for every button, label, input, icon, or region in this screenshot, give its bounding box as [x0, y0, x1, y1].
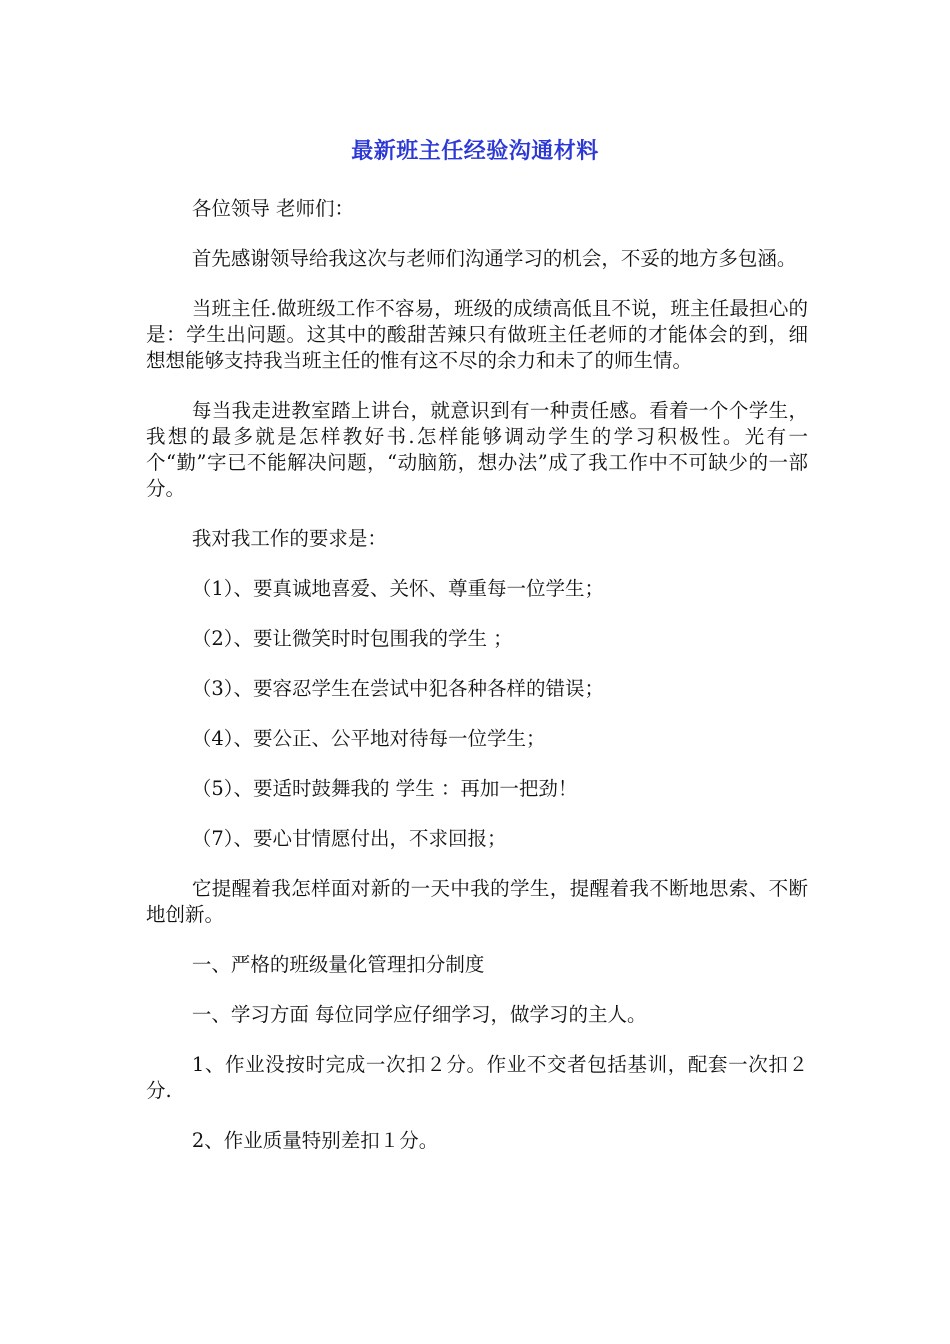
- document-body: [146, 196, 808, 1178]
- paragraph-responsibility: 每当我走进教室踏上讲台，就意识到有一种责任感。看着一个个学生，我想的最多就是怎样教好书.怎样能够调动学生的学习积极性。光有一个“勤”字已不能解决问题，“动脑筋，想办法”成了我工作中不可缺少的一部分。: [146, 399, 808, 500]
- list-item-requirement-7: （7）、要心甘情愿付出，不求回报；: [191, 827, 507, 850]
- list-item-requirement-2: （2）、要让微笑时时包围我的学生 ；: [191, 627, 513, 650]
- list-item-requirement-1: （1）、要真诚地喜爱、关怀、尊重每一位学生；: [191, 577, 604, 600]
- section-heading-deduction-system: 一、严格的班级量化管理扣分制度: [191, 953, 485, 976]
- rule-item-2: 2、作业质量特别差扣１分。: [191, 1129, 439, 1152]
- paragraph-difficulty: 当班主任.做班级工作不容易，班级的成绩高低且不说，班主任最担心的是：学生出问题。这其中的酸甜苦辣只有做班主任老师的才能体会的到，细想想能够支持我当班主任的惟有这不尽的余力和未了的师生情。: [146, 297, 808, 372]
- paragraph-requirements-intro: 我对我工作的要求是：: [191, 527, 387, 550]
- document-title: 最新班主任经验沟通材料: [351, 139, 599, 164]
- list-item-requirement-5: （5）、要适时鼓舞我的 学生 ：再加一把劲！: [191, 777, 578, 800]
- paragraph-thanks: 首先感谢领导给我这次与老师们沟通学习的机会，不妥的地方多包涵。: [191, 247, 797, 270]
- list-item-requirement-4: （4）、要公正、公平地对待每一位学生；: [191, 727, 546, 750]
- paragraph-greeting: 各位领导 老师们：: [191, 197, 355, 220]
- list-item-requirement-3: （3）、要容忍学生在尝试中犯各种各样的错误；: [191, 677, 604, 700]
- paragraph-reminder: 它提醒着我怎样面对新的一天中我的学生，提醒着我不断地思索、不断地创新。: [146, 877, 808, 926]
- rule-item-1: 1、作业没按时完成一次扣２分。作业不交者包括基训，配套一次扣２分.: [146, 1053, 808, 1102]
- section-heading-study: 一、学习方面 每位同学应仔细学习，做学习的主人。: [191, 1003, 647, 1026]
